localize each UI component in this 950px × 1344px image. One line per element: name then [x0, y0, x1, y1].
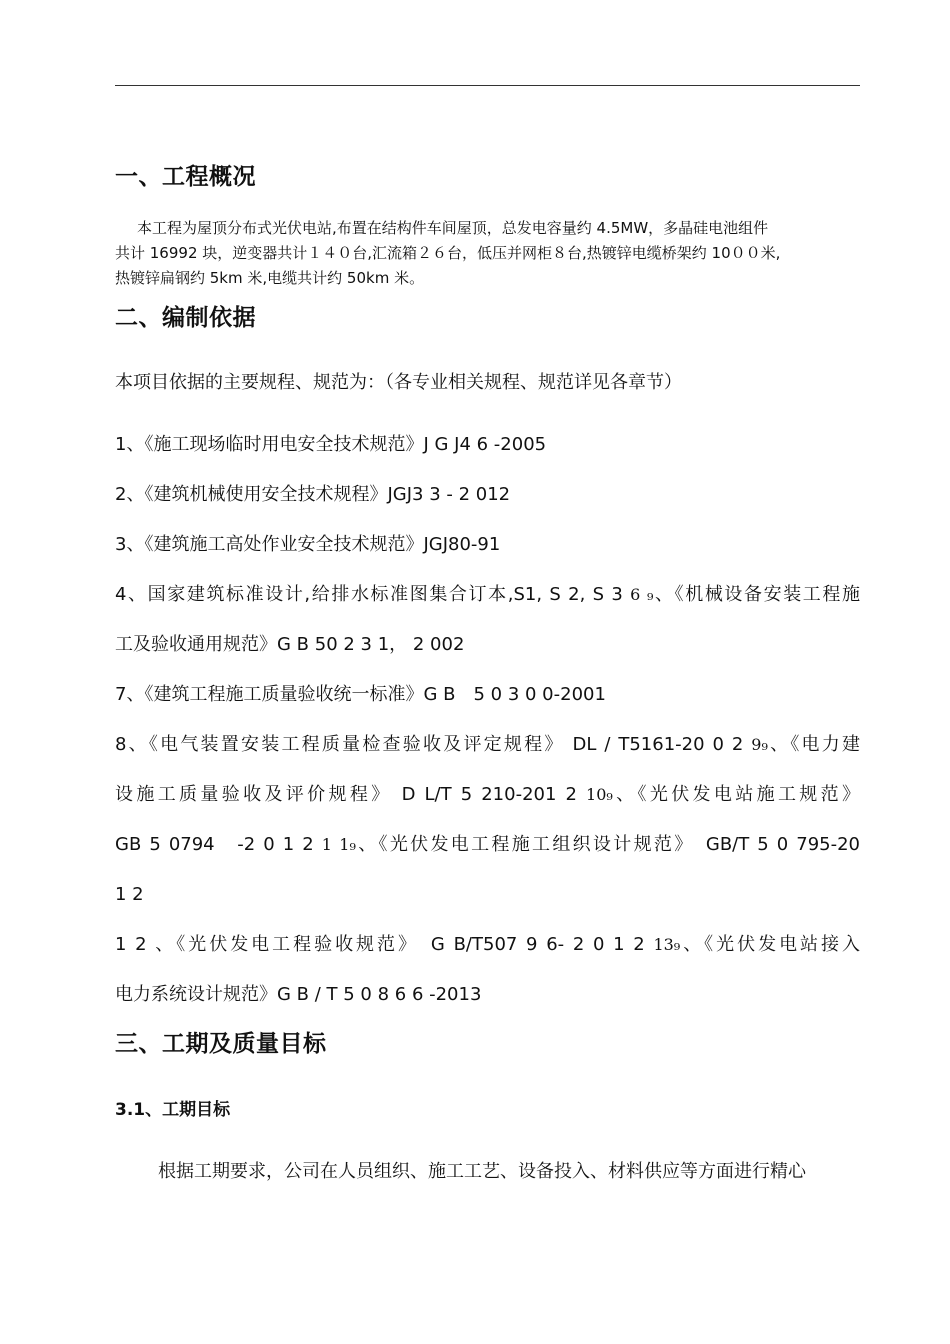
basis-item-3: 3、《建筑施工高处作业安全技术规范》JGJ80-91: [115, 534, 501, 555]
header-rule: [115, 85, 860, 86]
basis-item-7: 7、《建筑工程施工质量验收统一标准》G B 5 0 3 0 0-2001: [115, 684, 606, 705]
overview-line-2: 共计 16992 块，逆变器共计１４０台,汇流箱２６台，低压并网柜８台,热镀锌电缆桥架约 10００米,: [115, 244, 781, 262]
basis-item-10: GB 5 0794 -2 0 1 2 1 1₉、《光伏发电工程施工组织设计规范》 GB/T 5 0 795-20: [115, 834, 860, 855]
overview-line-1: 本工程为屋顶分布式光伏电站,布置在结构件车间屋顶，总发电容量约 4.5MW，多晶硅电池组件: [137, 219, 769, 237]
basis-intro: 本项目依据的主要规程、规范为：（各专业相关规程、规范详见各章节）: [115, 372, 682, 393]
section-title-overview: 一、工程概况: [115, 164, 256, 190]
basis-item-8: 8、《电气装置安装工程质量检查验收及评定规程》 DL / T5161-20 0 2 9₉、《电力建: [115, 734, 861, 755]
basis-item-1: 1、《施工现场临时用电安全技术规范》J G J4 6 -2005: [115, 434, 547, 455]
overview-paragraph: [115, 216, 867, 291]
basis-item-12-cont: 电力系统设计规范》G B / T 5 0 8 6 6 -2013: [115, 984, 482, 1005]
overview-line-3: 热镀锌扁钢约 5km 米,电缆共计约 50km 米。: [115, 269, 425, 287]
basis-item-9: 设施工质量验收及评价规程》 D L/T 5 210-201 2 10₉、《光伏发电站施工规范》: [115, 784, 860, 805]
basis-item-4-cont: 工及验收通用规范》G B 50 2 3 1， 2 002: [115, 634, 465, 655]
section-title-basis: 二、编制依据: [115, 305, 256, 331]
basis-item-2: 2、《建筑机械使用安全技术规程》JGJ3 3 - 2 012: [115, 484, 511, 505]
subsection-title-schedule: 3.1、工期目标: [115, 1100, 231, 1120]
basis-item-12: 1 2 、《光伏发电工程验收规范》 G B/T507 9 6- 2 0 1 2 13₉、《光伏发电站接入: [115, 934, 860, 955]
basis-item-4: 4、国家建筑标准设计,给排水标准图集合订本,S1, S 2, S 3 6 ₉、《机械设备安装工程施: [115, 584, 860, 605]
schedule-paragraph: 根据工期要求，公司在人员组织、施工工艺、设备投入、材料供应等方面进行精心: [158, 1161, 806, 1182]
basis-item-10-cont: 1 2: [115, 884, 144, 905]
section-title-schedule-quality: 三、工期及质量目标: [115, 1031, 327, 1057]
